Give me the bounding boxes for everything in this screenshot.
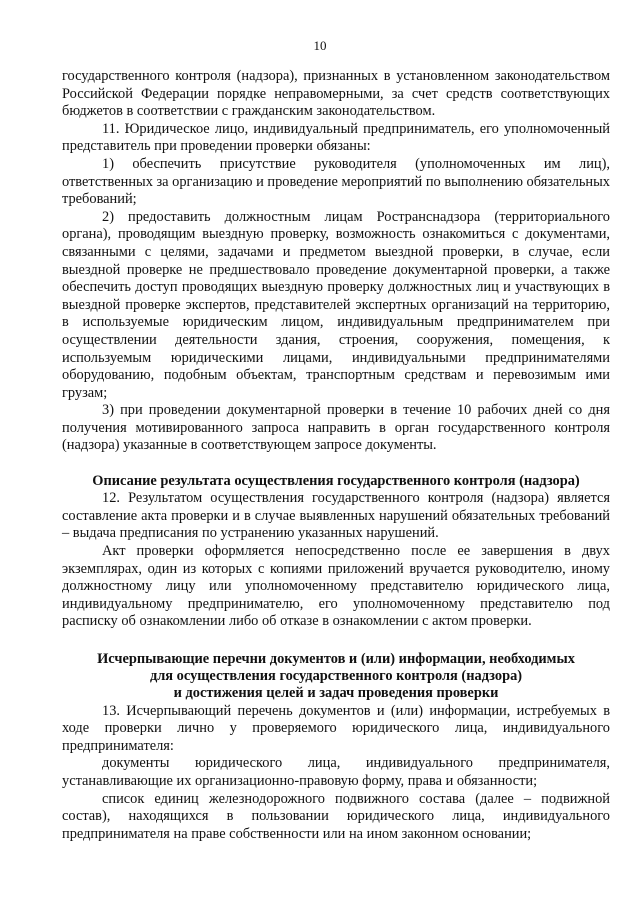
section-heading-documents-line-2: для осуществления государственного контроля (надзора) — [149, 668, 523, 685]
paragraph-13-documents: документы юридического лица, индивидуального предпринимателя, устанавливающие их организационно-правовую форму, права и обязанности; — [62, 755, 610, 789]
section-heading-result: Описание результата осуществления государственного контроля (надзора) — [92, 473, 580, 490]
paragraph-12-act: Акт проверки оформляется непосредственно после ее завершения в двух экземплярах, один из которых с копиями приложений вручается руководителю, иному должностному лицу или уполномоченному представителю юридического лица, индивидуальному предпринимателю, его уполномоченному представителю под расписку об ознакомлении либо об отказе в ознакомлении с актом проверки. — [62, 543, 610, 630]
page-number: 10 — [313, 38, 327, 53]
document-body — [62, 68, 610, 843]
section-heading-documents-line-3: и достижения целей и задач проведения проверки — [173, 685, 499, 702]
paragraph-12: 12. Результатом осуществления государственного контроля (надзора) является составление акта проверки и в случае выявленных нарушений обязательных требований – выдача предписания по устранению указанных нарушений. — [62, 490, 610, 542]
paragraph-13-rolling-stock-list: список единиц железнодорожного подвижного состава (далее – подвижной состав), находящихся в пользовании юридического лица, индивидуального предпринимателя на праве собственности или на ином законном основании; — [62, 790, 610, 842]
section-heading-documents-line-1: Исчерпывающие перечни документов и (или) информации, необходимых — [97, 651, 575, 668]
paragraph-13: 13. Исчерпывающий перечень документов и (или) информации, истребуемых в ходе проверки лично у проверяемого юридического лица, индивидуального предпринимателя: — [62, 702, 610, 754]
paragraph-11-item-1: 1) обеспечить присутствие руководителя (уполномоченных им лиц), ответственных за организацию и проведение мероприятий по выполнению обязательных требований; — [62, 155, 611, 208]
paragraph-11: 11. Юридическое лицо, индивидуальный предприниматель, его уполномоченный представитель при проведении проверки обязаны: — [62, 120, 610, 155]
paragraph-11-item-2: 2) предоставить должностным лицам Ространснадзора (территориального органа), проводящим выездную проверку, возможность ознакомиться с документами, связанными с целями, задачами и предметом выездной проверки, в случае, если выездной проверке не предшествовало проведение документарной проверки, а также обеспечить доступ проводящих выездную проверку должностных лиц и участвующих в выездной проверке экспертов, представителей экспертных организаций на территорию, в используемые юридическим лицом, индивидуальным предпринимателем при осуществлении деятельности здания, строения, сооружения, помещения, к используемым юридическими лицами, индивидуальными предпринимателями оборудованию, подобным объектам, транспортным средствам и перевозимым ими грузам; — [62, 208, 610, 401]
paragraph-11-item-3: 3) при проведении документарной проверки в течение 10 рабочих дней со дня получения мотивированного запроса направить в орган государственного контроля (надзора) указанные в соответствующем запросе документы. — [62, 402, 610, 454]
paragraph-intro-continuation: государственного контроля (надзора), признанных в установленном законодательством Российской Федерации порядке неправомерными, за счет средств соответствующих бюджетов в соответствии с гражданским законодательством. — [62, 68, 610, 120]
